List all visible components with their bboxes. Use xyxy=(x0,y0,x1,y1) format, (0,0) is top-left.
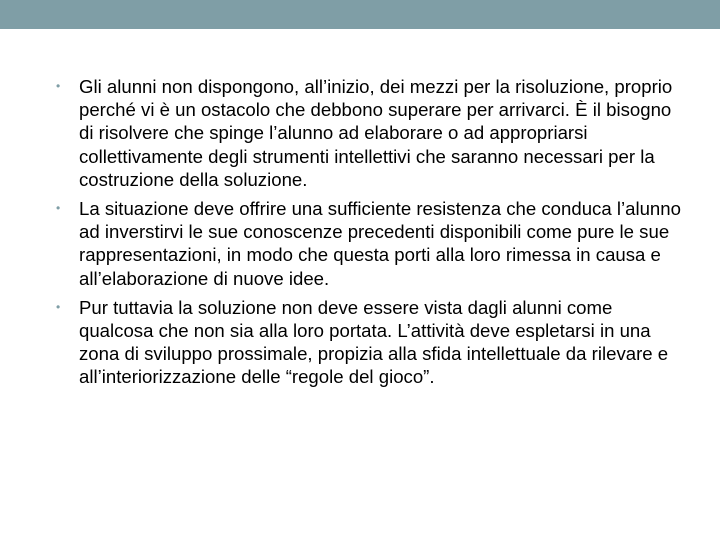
bullet-icon: • xyxy=(56,299,61,314)
bullet-item xyxy=(56,296,686,389)
bullet-text: La situazione deve offrire una sufficiente resistenza che conduca l’alunno ad inverstirvi le sue conoscenze precedenti disponibili come pure le sue rappresentazioni, in modo che questa porti alla loro rimessa in causa e all’elaborazione di nuove idee. xyxy=(79,198,681,289)
bullet-text: Gli alunni non dispongono, all’inizio, dei mezzi per la risoluzione, proprio perché vi è un ostacolo che debbono superare per arrivarci. È il bisogno di risolvere che spinge l’alunno ad elaborare o ad appropriarsi collettivamente degli strumenti intellettivi che saranno necessari per la costruzione della soluzione. xyxy=(79,76,673,190)
top-band xyxy=(0,0,720,29)
bullet-icon: • xyxy=(56,201,61,216)
bullet-icon: • xyxy=(56,79,61,93)
bullet-list xyxy=(56,75,686,389)
bullet-item xyxy=(56,197,686,290)
bullet-item xyxy=(56,75,686,191)
slide-content xyxy=(56,75,686,395)
bullet-text: Pur tuttavia la soluzione non deve essere vista dagli alunni come qualcosa che non sia alla loro portata. L’attività deve espletarsi in una zona di sviluppo prossimale, propizia alla sfida intellettuale da rilevare e all’interiorizzazione delle “regole del gioco”. xyxy=(79,296,669,388)
